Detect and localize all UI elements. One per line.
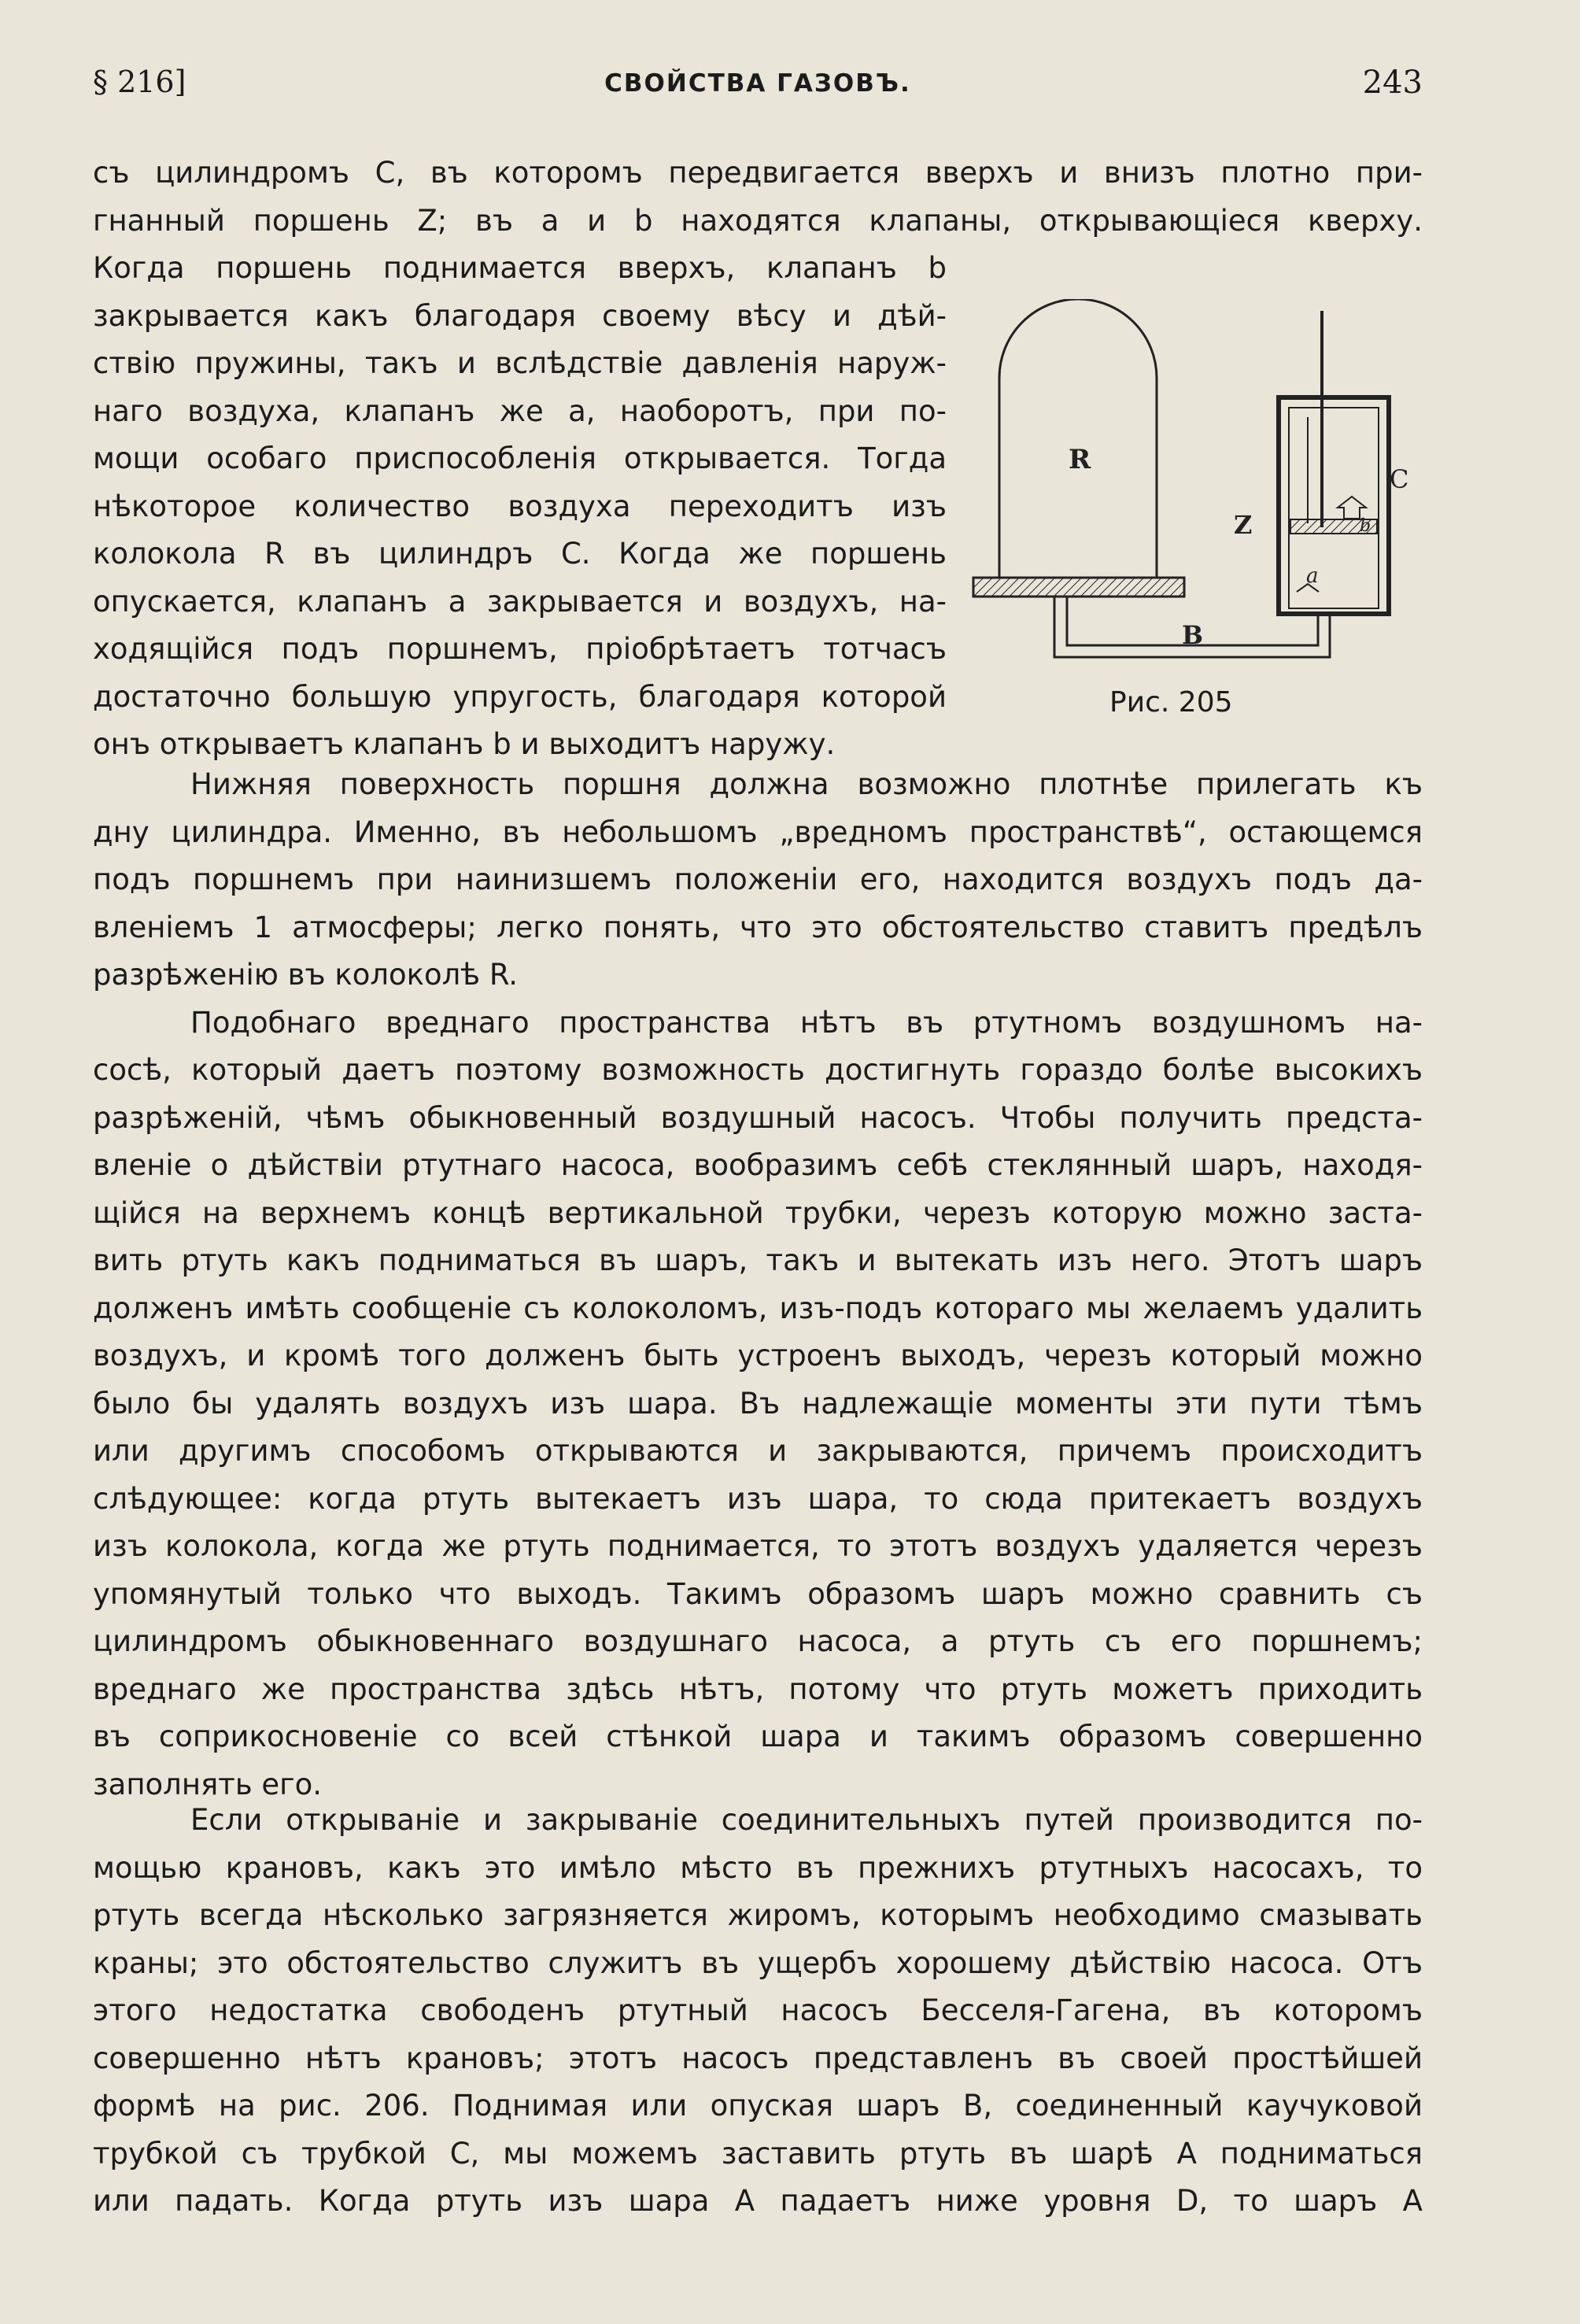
label-z: Z: [1234, 510, 1253, 540]
page-number: 243: [1362, 65, 1423, 101]
text-line: щійся на верхнемъ концѣ вертикальной трубки, черезъ которую можно заста-: [93, 1195, 1423, 1230]
text-line: Подобнаго вреднаго пространства нѣтъ въ ртутномъ воздушномъ на-: [190, 1005, 1423, 1040]
text-line: слѣдующее: когда ртуть вытекаетъ изъ шара, то сюда притекаетъ воздухъ: [93, 1481, 1423, 1516]
text-line: воздухъ, и кромѣ того долженъ быть устроенъ выходъ, черезъ который можно: [93, 1339, 1423, 1373]
label-b-valve: b: [1360, 516, 1371, 536]
text-line: наго воздуха, клапанъ же a, наоборотъ, при по-: [93, 393, 947, 428]
text-line: сосѣ, который даетъ поэтому возможность достигнуть гораздо болѣе высокихъ: [93, 1053, 1423, 1087]
text-line: формѣ на рис. 206. Поднимая или опуская шаръ B, соединенный каучуковой: [93, 2089, 1423, 2123]
text-line: дну цилиндра. Именно, въ небольшомъ „вредномъ пространствѣ“, остающемся: [93, 815, 1423, 849]
text-line: подъ поршнемъ при наинизшемъ положеніи его, находится воздухъ подъ да-: [93, 863, 1423, 896]
text-line: онъ открываетъ клапанъ b и выходитъ наружу.: [93, 727, 836, 761]
text-line: трубкой съ трубкой C, мы можемъ заставить ртуть въ шарѣ A подниматься: [93, 2136, 1423, 2171]
text-line: вленіе о дѣйствіи ртутнаго насоса, вообразимъ себѣ стеклянный шаръ, находя-: [93, 1148, 1423, 1182]
figure-205-air-pump: [968, 299, 1424, 740]
text-line: достаточно большую упругость, благодаря которой: [93, 679, 947, 714]
text-line: въ соприкосновеніе со всей стѣнкой шара и такимъ образомъ совершенно: [93, 1720, 1423, 1753]
chapter-title: СВОЙСТВА ГАЗОВЪ.: [604, 69, 911, 98]
text-line: долженъ имѣть сообщеніе съ колоколомъ, изъ-подъ котораго мы желаемъ удалить: [93, 1291, 1423, 1325]
section-reference: § 216]: [93, 65, 186, 99]
figure-caption: Рис. 205: [1109, 686, 1233, 719]
text-line: краны; это обстоятельство служитъ въ ущербъ хорошему дѣйствію насоса. Отъ: [93, 1945, 1423, 1980]
text-line: закрывается какъ благодаря своему вѣсу и дѣй-: [93, 298, 947, 333]
text-line: упомянутый только что выходъ. Такимъ образомъ шаръ можно сравнить съ: [93, 1576, 1423, 1611]
text-line: Нижняя поверхность поршня должна возможно плотнѣе прилегать къ: [190, 767, 1423, 801]
valve-b: [1338, 497, 1366, 519]
text-line: или другимъ способомъ открываются и закрываются, причемъ происходитъ: [93, 1434, 1423, 1468]
label-b-pipe: B: [1182, 620, 1204, 650]
text-line: ртуть всегда нѣсколько загрязняется жиромъ, которымъ необходимо смазывать: [93, 1898, 1423, 1932]
paragraph-continuation: [93, 150, 1423, 245]
text-line: изъ колокола, когда же ртуть поднимается, то этотъ воздухъ удаляется черезъ: [93, 1529, 1423, 1563]
text-line: этого недостатка свободенъ ртутный насосъ Бесселя-Гагена, въ которомъ: [93, 1993, 1423, 2027]
text-line: Когда поршень поднимается вверхъ, клапанъ b: [93, 251, 947, 285]
text-line: разрѣженій, чѣмъ обыкновенный воздушный насосъ. Чтобы получить предста-: [93, 1100, 1423, 1135]
paragraph-mercury-pump: [93, 1797, 1423, 2226]
label-c: C: [1390, 464, 1409, 494]
base-plate: [973, 578, 1184, 597]
text-line: колокола R въ цилиндръ C. Когда же поршень: [93, 537, 947, 571]
text-line: ходящійся подъ поршнемъ, пріобрѣтаетъ тотчасъ: [93, 632, 947, 666]
text-line: разрѣженію въ колоколѣ R.: [93, 958, 519, 992]
air-pump-diagram: [968, 299, 1424, 677]
text-line: было бы удалять воздухъ изъ шара. Въ надлежащіе моменты эти пути тѣмъ: [93, 1386, 1423, 1421]
text-line: совершенно нѣтъ крановъ; этотъ насосъ представленъ въ своей простѣйшей: [93, 2041, 1423, 2075]
text-line: мощью крановъ, какъ это имѣло мѣсто въ прежнихъ ртутныхъ насосахъ, то: [93, 1850, 1423, 1885]
text-line: вить ртуть какъ подниматься въ шаръ, такъ и вытекать изъ него. Этотъ шаръ: [93, 1243, 1423, 1277]
text-line: нѣкоторое количество воздуха переходитъ изъ: [93, 489, 947, 523]
bell-jar-outline: [999, 299, 1157, 578]
text-line: или падать. Когда ртуть изъ шара A падаетъ ниже уровня D, то шаръ A: [93, 2184, 1423, 2218]
label-a: a: [1306, 564, 1319, 588]
text-line: опускается, клапанъ a закрывается и воздухъ, на-: [93, 584, 947, 619]
paragraph-beside-figure: [93, 245, 947, 769]
running-header: [93, 65, 1423, 104]
text-line: мощи особаго приспособленія открывается. Тогда: [93, 442, 947, 475]
text-line: Если открываніе и закрываніе соединительныхъ путей производится по-: [190, 1803, 1423, 1837]
label-r: R: [1069, 444, 1091, 475]
text-line: вреднаго же пространства здѣсь нѣтъ, потому что ртуть можетъ приходить: [93, 1672, 1423, 1706]
text-line: вленіемъ 1 атмосферы; легко понять, что это обстоятельство ставитъ предѣлъ: [93, 910, 1423, 944]
text-line: ствію пружины, такъ и вслѣдствіе давленія наруж-: [93, 346, 947, 380]
text-line: заполнять его.: [93, 1767, 322, 1801]
paragraphs-main: [93, 761, 1423, 1809]
text-line: съ цилиндромъ C, въ которомъ передвигается вверхъ и внизъ плотно при-: [93, 156, 1423, 190]
text-line: цилиндромъ обыкновеннаго воздушнаго насоса, а ртуть съ его поршнемъ;: [93, 1624, 1423, 1658]
text-line: гнанный поршень Z; въ a и b находятся клапаны, открывающіеся кверху.: [93, 203, 1423, 238]
cylinder-outer: [1279, 397, 1389, 614]
